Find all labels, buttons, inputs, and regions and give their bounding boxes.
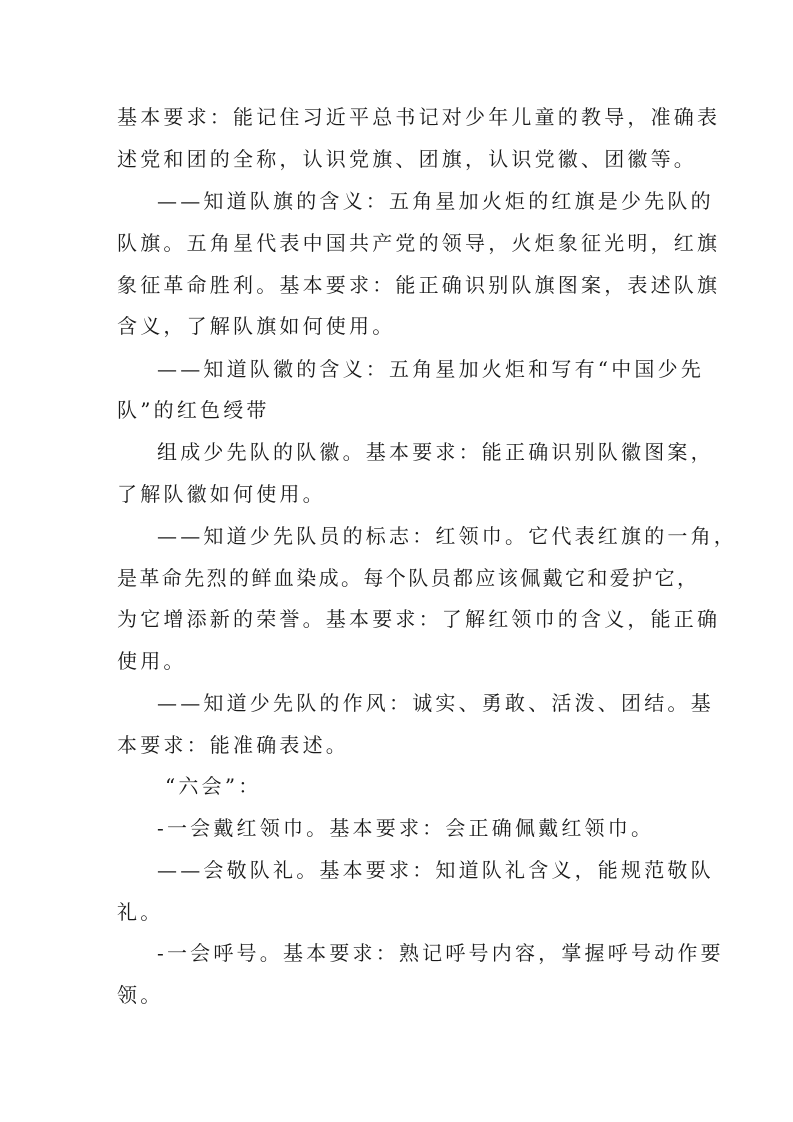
text-line: 本要求：能准确表述。 [117,733,349,757]
text-line: -一会呼号。基本要求：熟记呼号内容，掌握呼号动作要 [157,941,724,965]
text-line: 基本要求：能记住习近平总书记对少年儿童的教导，准确表 [117,105,721,129]
text-line: 组成少先队的队徽。基本要求：能正确识别队徽图案， [157,440,714,464]
text-line: -一会戴红领巾。基本要求：会正确佩戴红领巾。 [157,816,655,840]
text-line: ——知道少先队的作风：诚实、勇敢、活泼、团结。基 [157,691,714,715]
text-line: 了解队徽如何使用。 [117,482,326,506]
text-line: 是革命先烈的鲜血染成。每个队员都应该佩戴它和爱护它， [117,566,700,590]
text-line: 含义，了解队旗如何使用。 [117,314,396,338]
text-line: “六会”： [165,774,262,798]
text-line: ——知道队旗的含义：五角星加火炬的红旗是少先队的 [157,189,714,213]
text-line: 礼。 [117,900,164,924]
text-line: 领。 [117,983,164,1007]
text-line: 为它增添新的荣誉。基本要求：了解红领巾的含义，能正确 [117,607,721,631]
text-line: 队旗。五角星代表中国共产党的领导，火炬象征光明，红旗 [117,231,721,255]
text-line: 述党和团的全称，认识党旗、团旗，认识党徽、团徽等。 [117,147,697,171]
text-line: 使用。 [117,649,187,673]
text-line: 队”的红色绶带 [117,398,270,422]
text-line: 象征革命胜利。基本要求：能正确识别队旗图案，表述队旗 [117,273,721,297]
text-line: ——会敬队礼。基本要求：知道队礼含义，能规范敬队 [157,858,714,882]
text-line: ——知道少先队员的标志：红领巾。它代表红旗的一角， [157,524,737,548]
text-line: ——知道队徽的含义：五角星加火炬和写有“中国少先 [157,357,705,381]
